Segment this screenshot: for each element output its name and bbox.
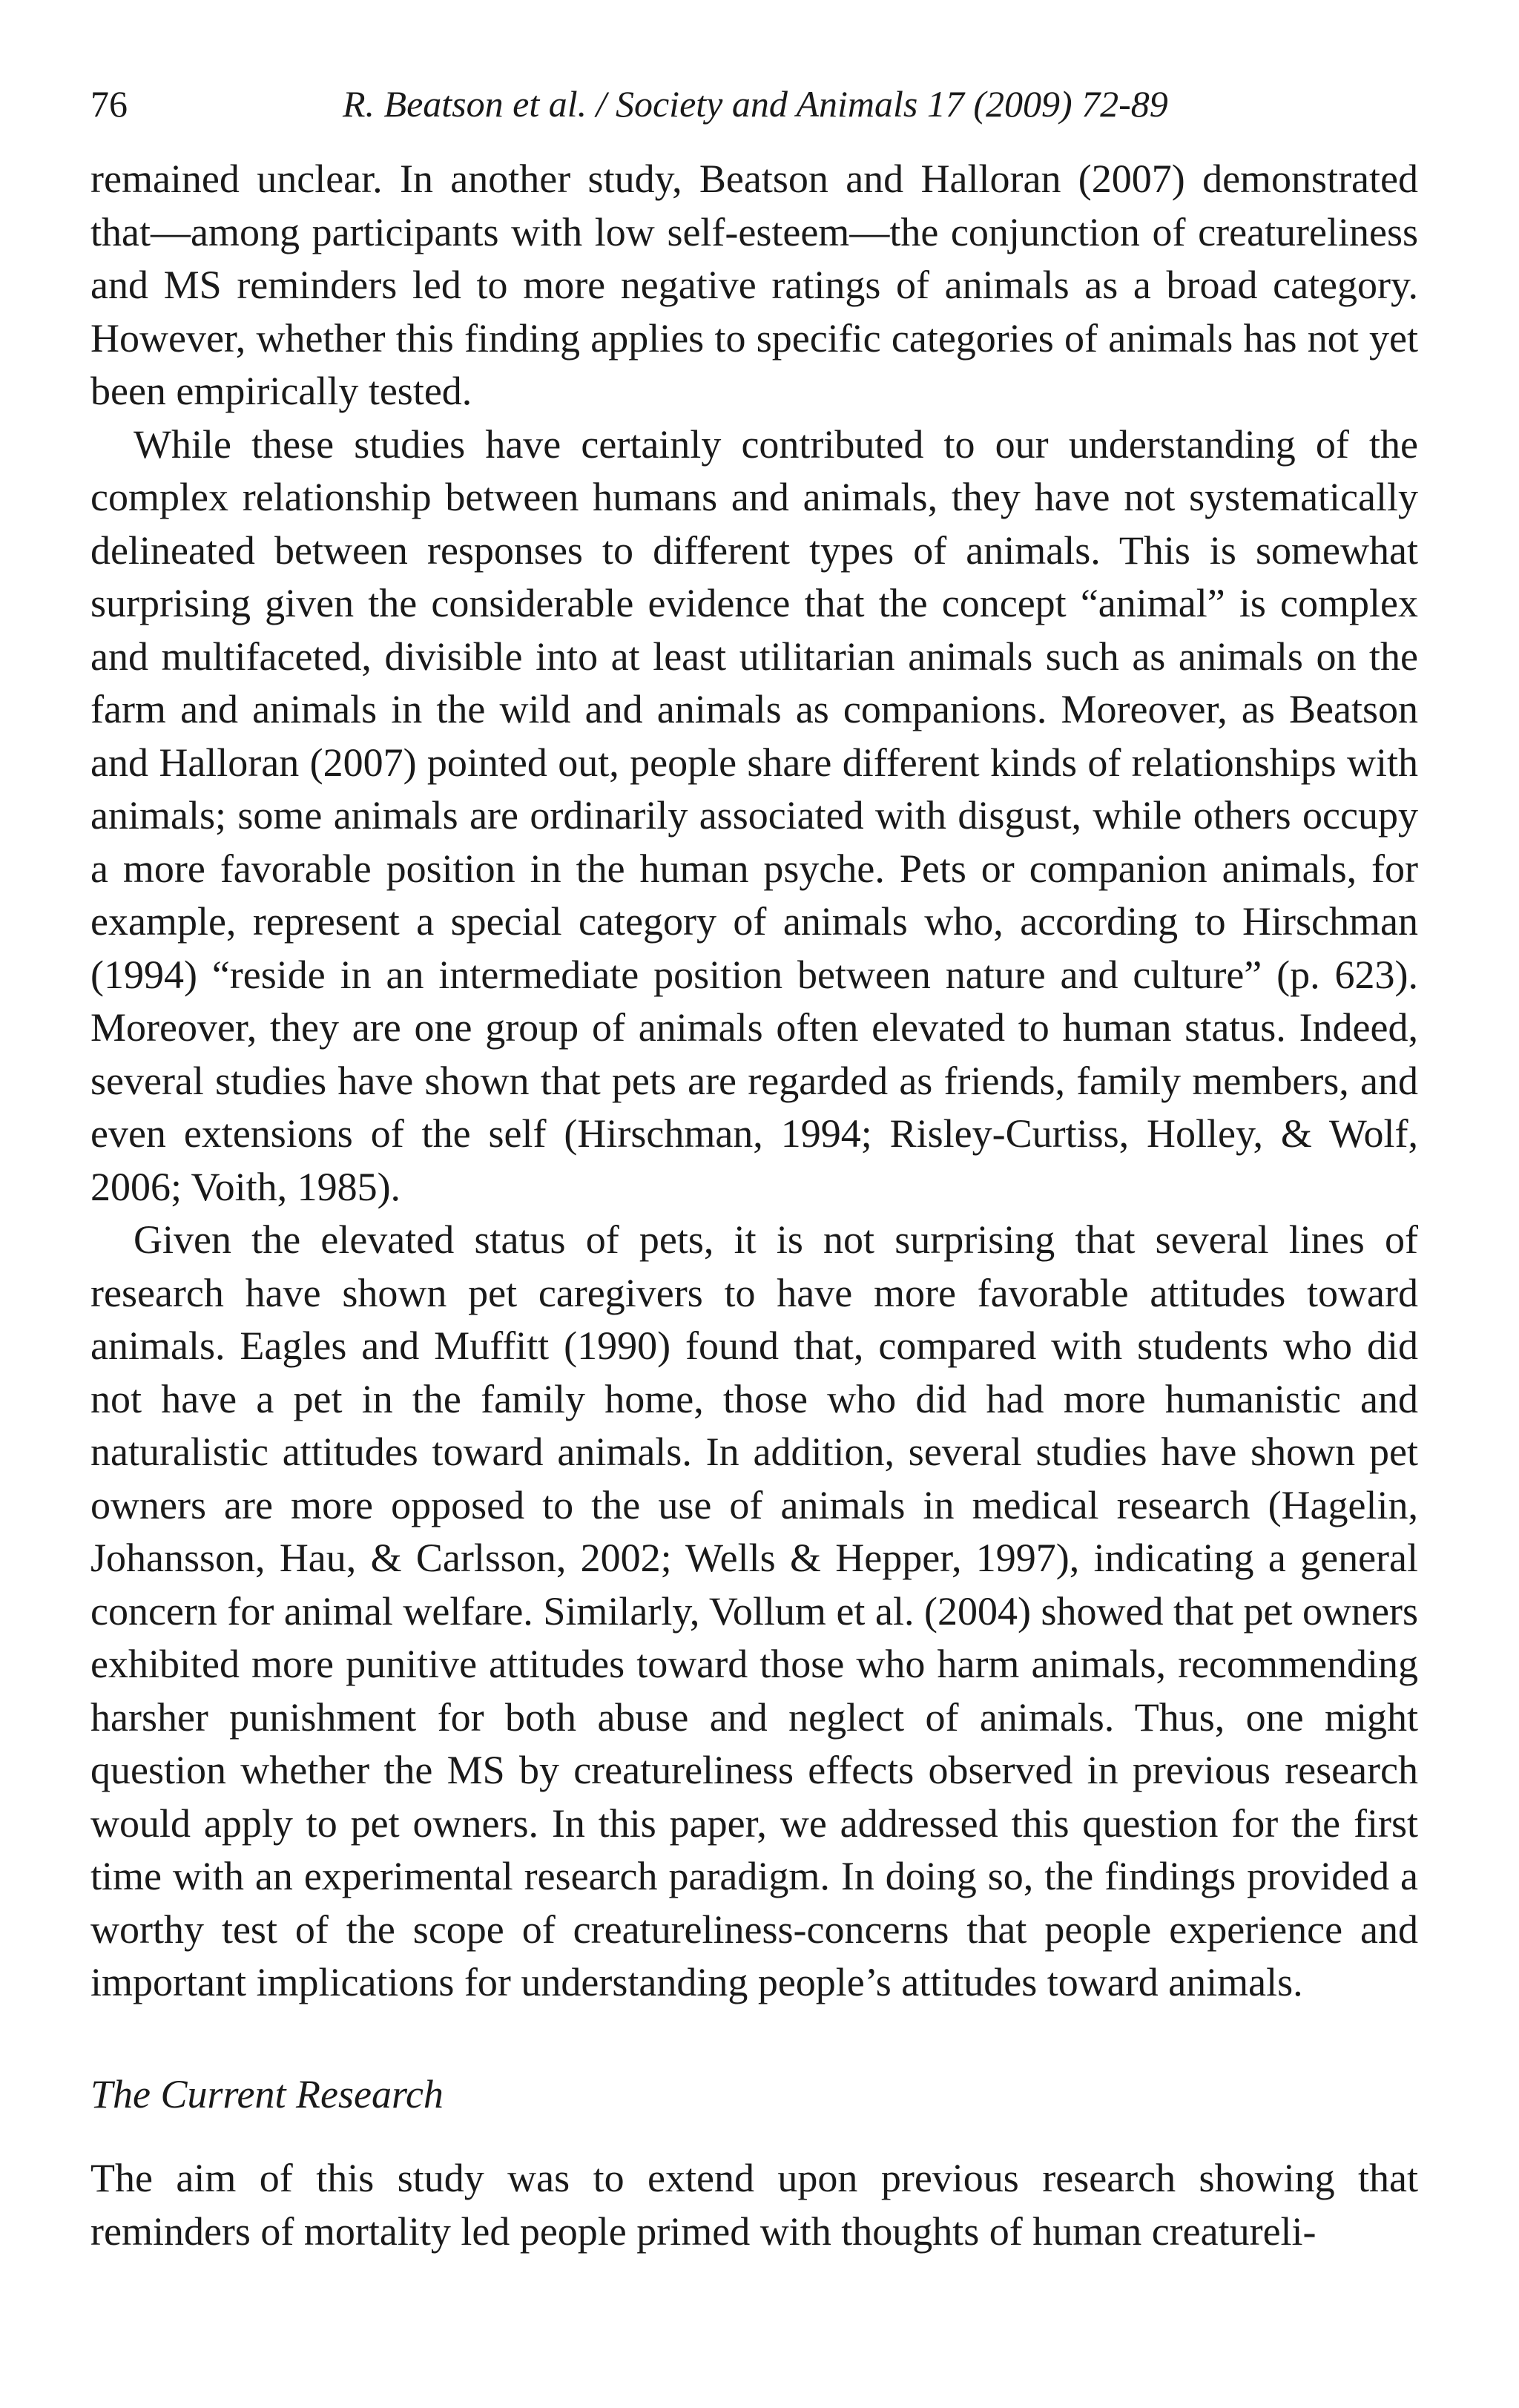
paragraph-animal-relationships: While these studies have certainly contributed to our understanding of the complex relationship between humans and animals, they have not systematically delineated between responses to different types of animals. This is somewhat surprising given the considerable evidence that the concept “animal” is complex and multifaceted, divisible into at least utilitarian animals such as animals on the farm and animals in the wild and animals as companions. Moreover, as Beatson and Halloran (2007) pointed out, people share different kinds of relationships with animals; some animals are ordinarily associated with disgust, while others occupy a more favorable position in the human psyche. Pets or companion animals, for example, represent a special category of animals who, according to Hirschman (1994) “reside in an intermediate position between nature and culture” (p. 623). Moreover, they are one group of animals often elevated to human status. Indeed, several studies have shown that pets are regarded as friends, family members, and even extensions of the self (Hirschman, 1994; Risley-Curtiss, Holley, & Wolf, 2006; Voith, 1985).: [90, 421, 1418, 1209]
article-body: [90, 153, 1418, 2258]
journal-page: [90, 74, 1418, 2258]
running-header: [90, 74, 1418, 134]
paragraph-continued: remained unclear. In another study, Beatson and Halloran (2007) demonstrated that—among participants with low self-esteem—the conjunction of creatureliness and MS reminders led to more negative ratings of animals as a broad category. However, whether this finding applies to specific categories of animals has not yet been empirically tested.: [90, 157, 1418, 413]
page-number: 76: [90, 83, 128, 125]
journal-reference: R. Beatson et al. / Society and Animals 17 (2009) 72-89: [343, 83, 1168, 125]
section-heading: The Current Research: [90, 2071, 444, 2116]
paragraph-current-research: The aim of this study was to extend upon previous research showing that reminders of mortality led people primed with thoughts of human creatureli-: [90, 2156, 1418, 2254]
paragraph-pet-attitudes: Given the elevated status of pets, it is not surprising that several lines of research have shown pet caregivers to have more favorable attitudes toward animals. Eagles and Muffitt (1990) found that, compared with students who did not have a pet in the family home, those who did had more humanistic and naturalistic attitudes toward animals. In addition, several studies have shown pet owners are more opposed to the use of animals in medical research (Hagelin, Johansson, Hau, & Carlsson, 2002; Wells & Hepper, 1997), indicating a general concern for animal welfare. Similarly, Vollum et al. (2004) showed that pet owners exhibited more punitive attitudes toward those who harm animals, recommending harsher punishment for both abuse and neglect of animals. Thus, one might question whether the MS by creatureliness effects observed in previous research would apply to pet owners. In this paper, we addressed this question for the first time with an experimental research paradigm. In doing so, the findings provided a worthy test of the scope of creatureliness-concerns that people experience and important implications for understanding people’s attitudes toward animals.: [90, 1217, 1418, 2004]
